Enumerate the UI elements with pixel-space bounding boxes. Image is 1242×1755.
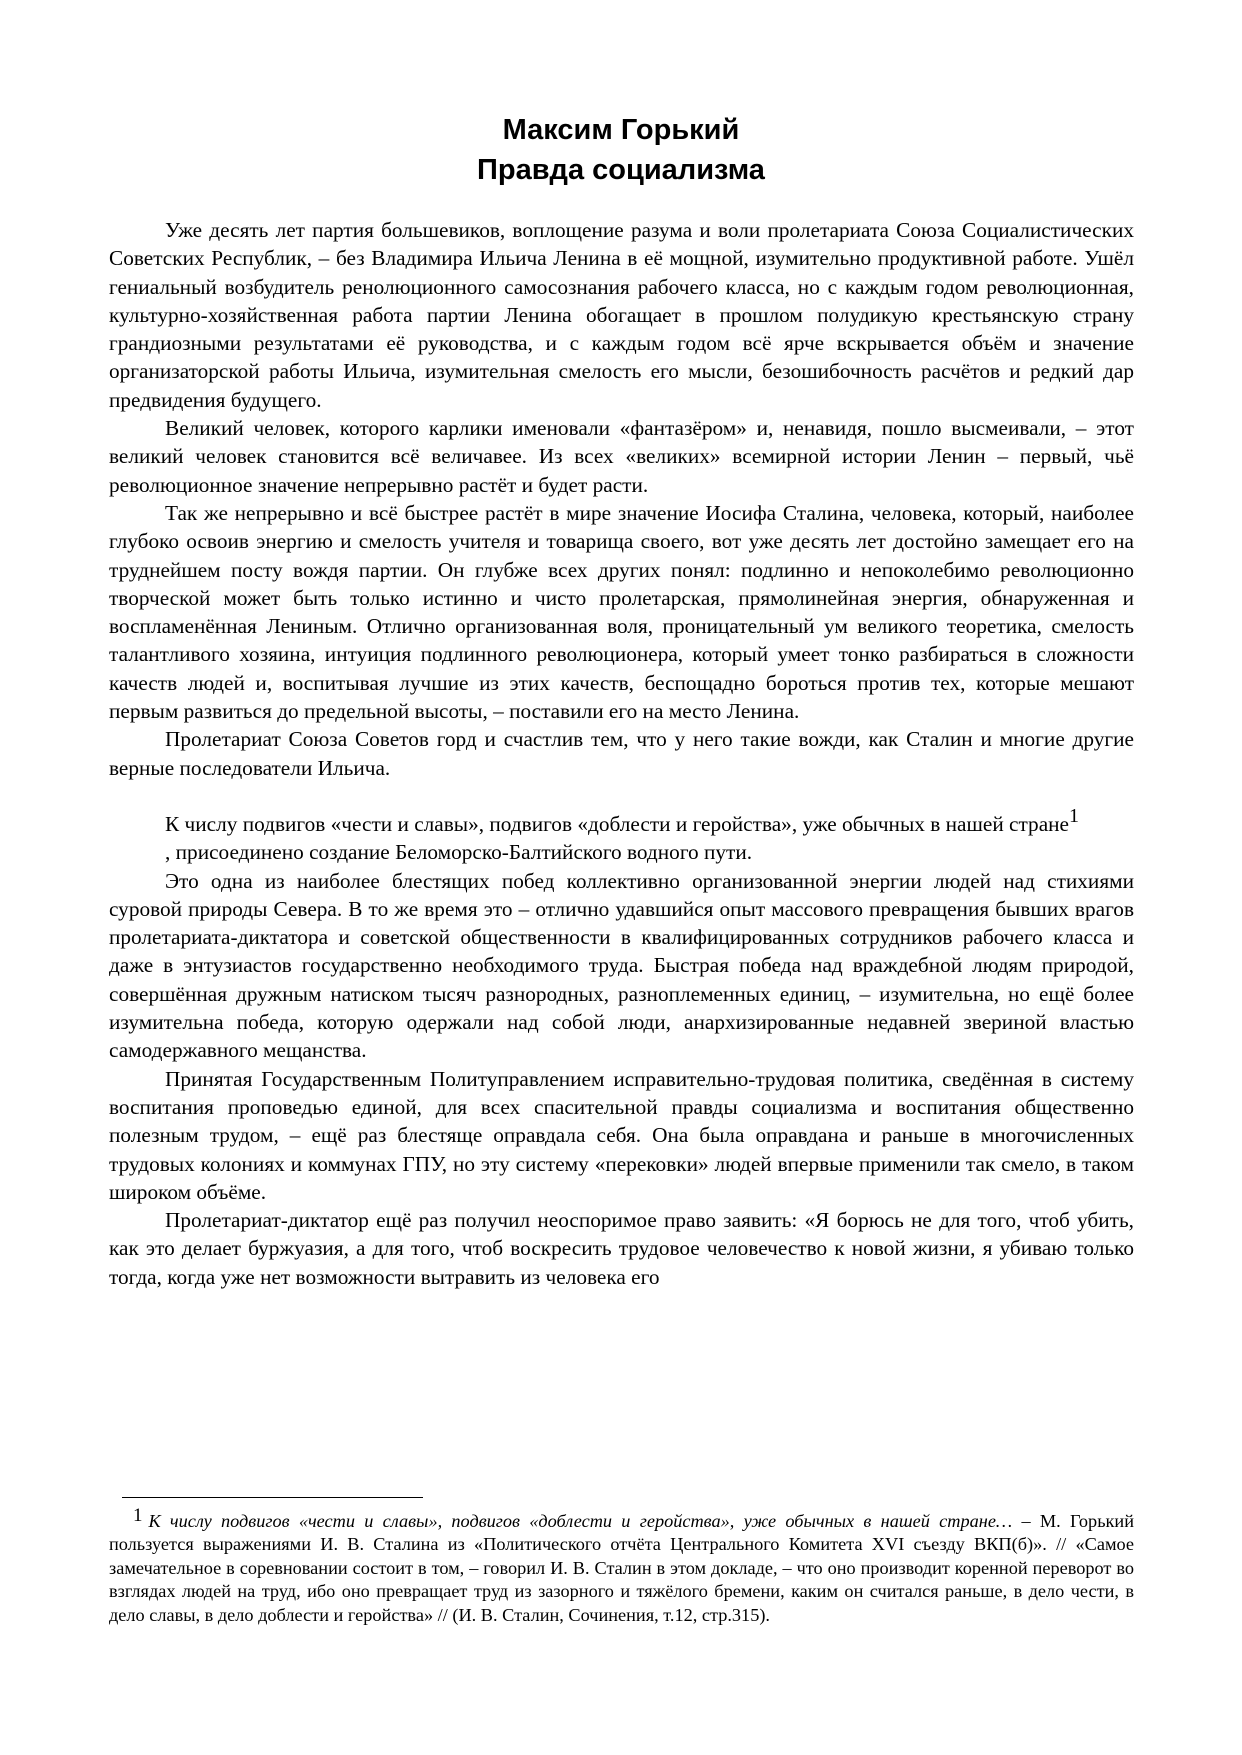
paragraph-continuation: , присоединено создание Беломорско-Балтийского водного пути. [165, 840, 753, 865]
footnote-reference[interactable]: 1 [1069, 804, 1080, 827]
paragraph: Пролетариат-диктатор ещё раз получил неоспоримое право заявить: «Я борюсь не для того, чтоб убить, как это делает буржуазия, а для того, чтоб воскресить трудовое человечество к новой жизни, я убиваю только тогда, когда уже нет возможности вытравить из человека его [109, 1208, 1134, 1289]
document-title: Правда социализма [477, 154, 765, 186]
paragraph: Уже десять лет партия большевиков, воплощение разума и воли пролетариата Союза Социалистических Советских Республик, – без Владимира Ильича Ленина в её мощной, изумительно продуктивной работе. Ушёл гениальный возбудитель ренолюционного самосознания рабочего класса, но с каждым годом революционная, культурно-хозяйственная работа партии Ленина обогащает в прошлом полудикую крестьянскую страну грандиозными результатами её руководства, и с каждым годом всё ярче вскрывается объём и значение организаторской работы Ильича, изумительная смелость его мысли, безошибочность расчётов и редкий дар предвидения будущего. [109, 218, 1134, 412]
author-name: Максим Горький [502, 114, 740, 146]
paragraph: Великий человек, которого карлики именовали «фантазёром» и, ненавидя, пошло высмеивали, – этот великий человек становится всё величавее. Из всех «великих» всемирной истории Ленин – первый, чьё революционное значение непрерывно растёт и будет расти. [109, 416, 1134, 497]
footnote-quote: К числу подвигов «чести и славы», подвигов «доблести и геройства», уже обычных в нашей стране… [148, 1511, 1013, 1531]
paragraph: Пролетариат Союза Советов горд и счастлив тем, что у него такие вожди, как Сталин и многие другие верные последователи Ильича. [109, 727, 1134, 780]
paragraph: Это одна из наиболее блестящих побед коллективно организованной энергии людей над стихиями суровой природы Севера. В то же время это – отлично удавшийся опыт массового превращения бывших врагов пролетариата-диктатора и советской общественности в квалифицированных сотрудников рабочего класса и даже в энтузиастов государственно необходимого труда. Быстрая победа над враждебной людям природой, совершённая дружным натиском тысяч разнородных, разноплеменных единиц, – изумительна, но ещё более изумительна победа, которую одержали над собой люди, анархизированные недавней звериной властью самодержавного мещанства. [109, 868, 1134, 1063]
paragraph: Принятая Государственным Политуправлением исправительно-трудовая политика, сведённая в систему воспитания проповедью единой, для всех спасительной правды социализма и воспитания общественно полезным трудом, – ещё раз блестяще оправдала себя. Она была оправдана и раньше в многочисленных трудовых колониях и коммунах ГПУ, но эту систему «перековки» людей впервые применили так смело, в таком широком объёме. [109, 1066, 1134, 1204]
title-block [0, 110, 1242, 190]
paragraph: Так же непрерывно и всё быстрее растёт в мире значение Иосифа Сталина, человека, который, наиболее глубоко освоив энергию и смелость учителя и товарища своего, вот уже десять лет достойно замещает его на труднейшем посту вождя партии. Он глубже всех других понял: подлинно и непоколебимо революционно творческой может быть только истинно и чисто пролетарская, прямолинейная энергия, обнаруженная и воспламенённая Лениным. Отлично организованная воля, проницательный ум великого теоретика, смелость талантливого хозяина, интуиция подлинного революционера, который умеет тонко разбираться в сложности качеств людей и, воспитывая лучшие из этих качеств, беспощадно бороться против тех, которые мешают первым развиться до предельной высоты, – поставили его на место Ленина. [109, 500, 1134, 724]
footnote-number: 1 [133, 1505, 143, 1526]
paragraph-text: К числу подвигов «чести и славы», подвигов «доблести и геройства», уже обычных в нашей стране [165, 811, 1070, 836]
paragraph-with-footnote [109, 804, 1134, 838]
footnote [109, 1505, 1134, 1627]
body-text [109, 216, 1134, 1291]
footnote-divider [122, 1497, 423, 1498]
footnote-text: – М. Горький пользуется выражениями И. В. Сталина из «Политического отчёта Центрального Комитета XVI съезду ВКП(б)». // «Самое замечательное в соревновании состоит в том, – говорил И. В. Сталин в этом докладе, – что оно производит коренной переворот во взглядах людей на труд, ибо оно превращает труд из зазорного и тяжёлого бремени, каким он считался раньше, в дело чести, в дело славы, в дело доблести и геройства» // (И. В. Сталин, Сочинения, т.12, стр.315). [109, 1511, 1134, 1625]
